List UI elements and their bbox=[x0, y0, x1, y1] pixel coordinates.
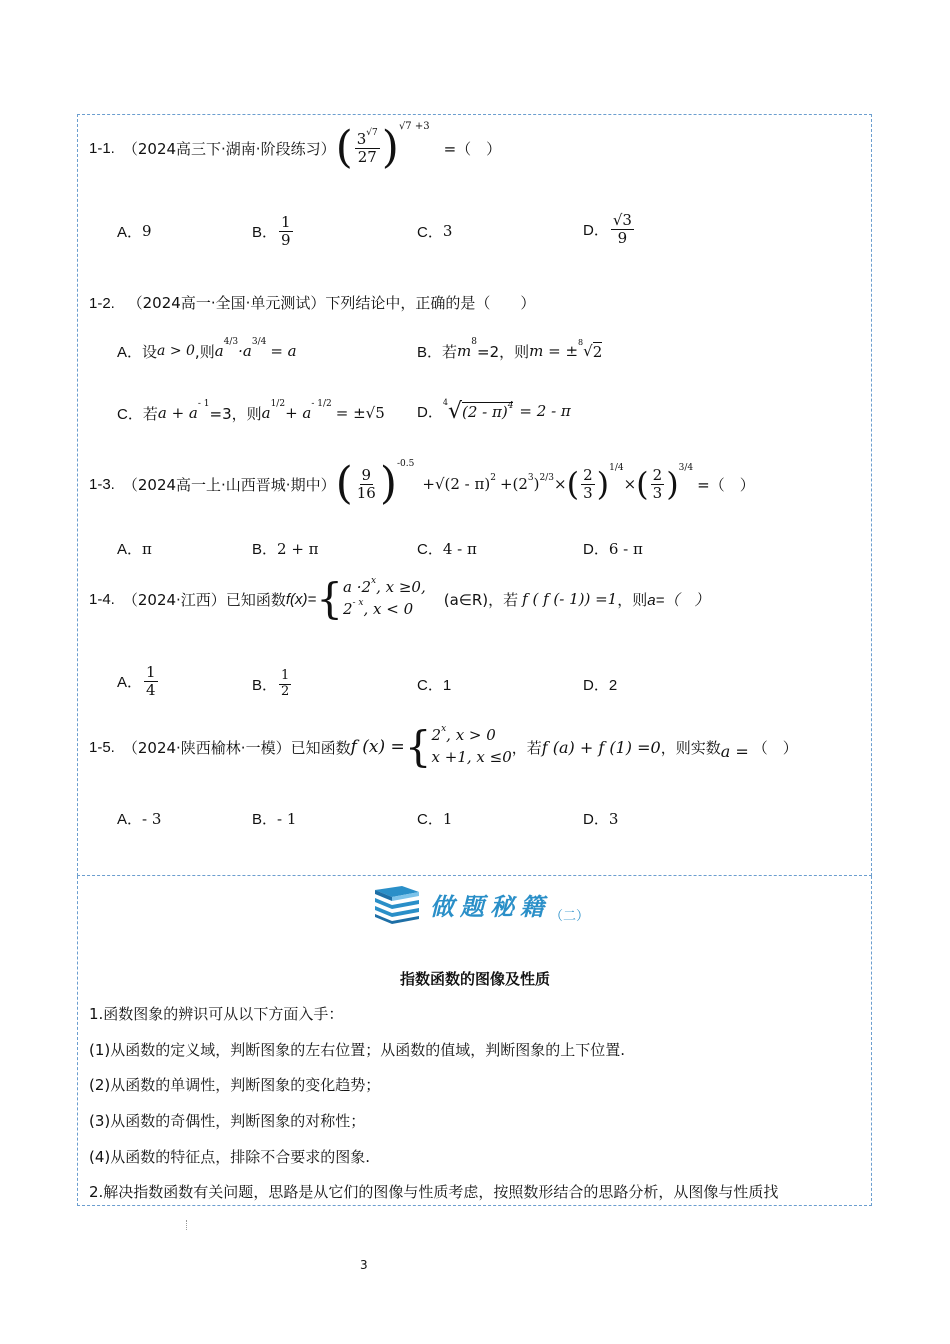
option-1-2-a: A． 设 a > 0 ,则 a 4/3 ·a 3/4 = a bbox=[117, 337, 297, 361]
option-1-4-a: A． $\frac{1}{4}$ bbox=[117, 663, 156, 699]
option-1-2-c: C． 若 a + a - 1 =3，则 a 1/2 + a - 1/2 = ±√5 bbox=[117, 399, 385, 423]
option-1-4-c: C．1 bbox=[417, 677, 452, 694]
section-heading: 指数函数的图像及性质 bbox=[399, 970, 550, 988]
tip-line-1: 1.函数图象的辨识可从以下方面入手： bbox=[89, 1005, 344, 1023]
question-1-2: 1-2. （2024高一·全国·单元测试）下列结论中，正确的是（ ） bbox=[89, 294, 536, 312]
option-1-2-b: B． 若 m 8 =2，则 m = ± 8 √ 2 bbox=[417, 337, 603, 361]
option-1-3-d: D．6 - π bbox=[583, 540, 643, 558]
outer-exponent: √7 +3 bbox=[398, 120, 430, 132]
tip-line-4: (3)从函数的奇偶性，判断图象的对称性； bbox=[89, 1112, 366, 1130]
option-1-4-b: B． $\frac{1}{2}$ bbox=[252, 668, 290, 699]
question-1-5: 1-5. （2024·陕西榆林·一模） 已知函数 f (x) = { 2$^x$, x > 0 x +1, x ≤0 ，若 f (a) + f (1) =0 ，则实数 a = （ ） bbox=[89, 722, 798, 771]
question-1-3: 1-3. （2024高一上·山西晋城·期中） ( $\frac{9}{16}$ ) -0.5 +√(2 - π)$^2$ $+(2^3)^{2/3}$ × ( $\frac{2}{3}$ ) 1/4 × ( $\frac{2}{3}$ ) 3/4 =（ ） bbox=[89, 458, 755, 509]
option-1-1-b: B． $\frac{1}{9}$ bbox=[252, 213, 291, 249]
question-source: （2024高三下·湖南·阶段练习） bbox=[122, 139, 336, 158]
banner-title: 做题秘籍 bbox=[430, 891, 550, 921]
option-1-1-a: A． 9 bbox=[117, 222, 152, 241]
fraction: $\frac{3^{√7}}{27}$ bbox=[356, 127, 378, 166]
divider-mark bbox=[186, 1220, 188, 1230]
option-1-3-a: A．π bbox=[117, 540, 152, 558]
banner-subtitle: （二） bbox=[550, 908, 590, 924]
option-1-1-c: C． 3 bbox=[417, 222, 453, 241]
option-1-5-c: C．1 bbox=[417, 810, 453, 828]
option-1-5-d: D．3 bbox=[583, 810, 619, 828]
tip-line-5: (4)从函数的特征点，排除不合要求的图象. bbox=[89, 1148, 371, 1166]
page-number: 3 bbox=[360, 1258, 368, 1272]
option-1-2-d: D． 4 √ (2 - π)$^4$ = 2 - π bbox=[417, 397, 571, 424]
equals-blank: =（ ） bbox=[443, 139, 502, 158]
section-banner bbox=[372, 884, 589, 924]
book-stack-icon bbox=[372, 884, 422, 924]
option-1-4-d: D．2 bbox=[583, 677, 618, 694]
tip-line-2: (1)从函数的定义域，判断图象的左右位置；从函数的值域，判断图象的上下位置. bbox=[89, 1041, 626, 1059]
option-1-5-a: A．- 3 bbox=[117, 810, 162, 828]
option-1-3-c: C．4 - π bbox=[417, 540, 477, 558]
option-1-3-b: B．2 + π bbox=[252, 540, 319, 558]
question-1-4: 1-4. （2024·江西） 已知函数 f(x)= { $a \cdot 2^x$, x ≥0, $2^{- x}$, x < 0 (a∈R)，若 f ( f (- 1)) =1 ，则 a=（ ） bbox=[89, 574, 710, 623]
option-1-1-d: D． $\frac{√3}{9}$ bbox=[583, 211, 632, 247]
question-number: 1-1. bbox=[89, 139, 115, 157]
question-1-1: 1-1. （2024高三下·湖南·阶段练习） ( $\frac{3^{√7}}{27}$ ) √7 +3 =（ ） bbox=[89, 120, 502, 173]
option-1-5-b: B．- 1 bbox=[252, 810, 297, 828]
tip-line-3: (2)从函数的单调性，判断图象的变化趋势； bbox=[89, 1076, 381, 1094]
tip-line-6: 2.解决指数函数有关问题，思路是从它们的图像与性质考虑，按照数形结合的思路分析，从图像与性质找 bbox=[89, 1183, 779, 1201]
